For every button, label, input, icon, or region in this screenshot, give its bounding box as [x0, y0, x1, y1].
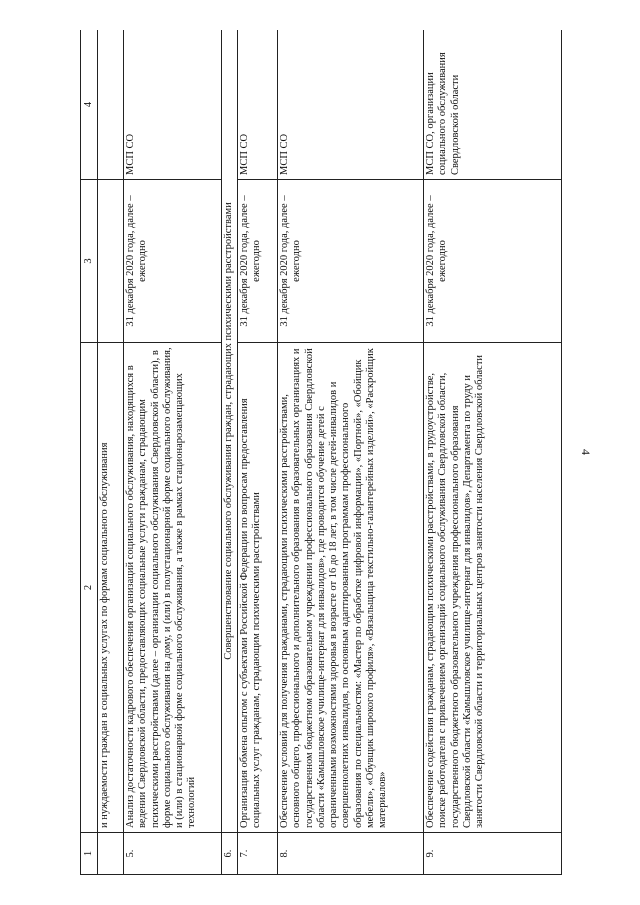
page-number: 4	[579, 449, 594, 455]
row-responsible	[98, 30, 124, 180]
section-title: Совершенствование социального обслуживания граждан, страдающих психическими расстройствами	[222, 30, 238, 833]
row-text: Анализ достаточности кадрового обеспечения организаций социального обслуживания, находящихся в ведении Свердловской области, предоставляющих социальные услуги гражданам, страдающим психическими расстройствами (далее – организации социального обслуживания Свердловской области), в форме социального обслуживания на дому, и (или) в полустационарной форме социального обслуживания, и (или) в стационарной форме социального обслуживания, а также в рамках стационарозамещающих технологий	[124, 343, 222, 833]
row-responsible: МСП СО, организации социального обслуживания Свердловской области	[424, 30, 562, 180]
header-col-4: 4	[81, 30, 98, 180]
row-number: 7.	[238, 833, 278, 875]
row-deadline: 31 декабря 2020 года, далее – ежегодно	[424, 180, 562, 343]
rotated-content	[80, 30, 562, 875]
row-text: Организация обмена опытом с субъектами Российской Федерации по вопросам предоставления социальных услуг гражданам, страдающим психическими расстройствами	[238, 343, 278, 833]
rotated-page-area	[80, 30, 562, 875]
row-deadline	[98, 180, 124, 343]
header-col-1: 1	[81, 833, 98, 875]
header-col-3: 3	[81, 180, 98, 343]
table-header-row	[81, 30, 98, 875]
row-deadline: 31 декабря 2020 года, далее – ежегодно	[238, 180, 278, 343]
row-number: 8.	[278, 833, 424, 875]
row-responsible: МСП СО	[238, 30, 278, 180]
row-number: 5.	[124, 833, 222, 875]
plan-table	[80, 30, 562, 875]
row-text: Обеспечение содействия гражданам, страдающим психическими расстройствами, в трудоустройстве, поиске работодателя с привлечением организаций социального обслуживания Свердловской области, государственного бюджетного образовательного учреждения профессионального образования Свердловской области «Камышловское училище-интернат для инвалидов», Департамента по труду и занятости Свердловской области и территориальных центров занятости населения Свердловской области	[424, 343, 562, 833]
row-responsible: МСП СО	[278, 30, 424, 180]
row-number: 9.	[424, 833, 562, 875]
table-row	[424, 30, 562, 875]
header-col-2: 2	[81, 343, 98, 833]
table-row	[238, 30, 278, 875]
row-number	[98, 833, 124, 875]
table-row	[124, 30, 222, 875]
row-text: Обеспечение условий для получения гражданами, страдающими психическими расстройствами, основного общего, профессионального и дополнительного образования в образовательных организациях и государственном бюджетном образовательном учреждении профессионального образования Свердловской области «Камышловское училище-интернат для инвалидов», где проводится обучение детей с ограниченными возможностями здоровья в возрасте от 16 до 18 лет, в том числе детей-инвалидов и совершеннолетних инвалидов, по основным адаптированным программам профессионального образования по специальностям: «Мастер по обработке цифровой информации», «Портной», «Обойщик мебели», «Обувщик широкого профиля», «Вязальщица текстильно-галантерейных изделий», «Раскройщик материалов»	[278, 343, 424, 833]
row-deadline: 31 декабря 2020 года, далее – ежегодно	[278, 180, 424, 343]
row-responsible: МСП СО	[124, 30, 222, 180]
row-deadline: 31 декабря 2020 года, далее – ежегодно	[124, 180, 222, 343]
table-row	[278, 30, 424, 875]
row-text: и нуждаемости граждан в социальных услугах по формам социального обслуживания	[98, 343, 124, 833]
table-row	[98, 30, 124, 875]
row-number: 6.	[222, 833, 238, 875]
section-row	[222, 30, 238, 875]
